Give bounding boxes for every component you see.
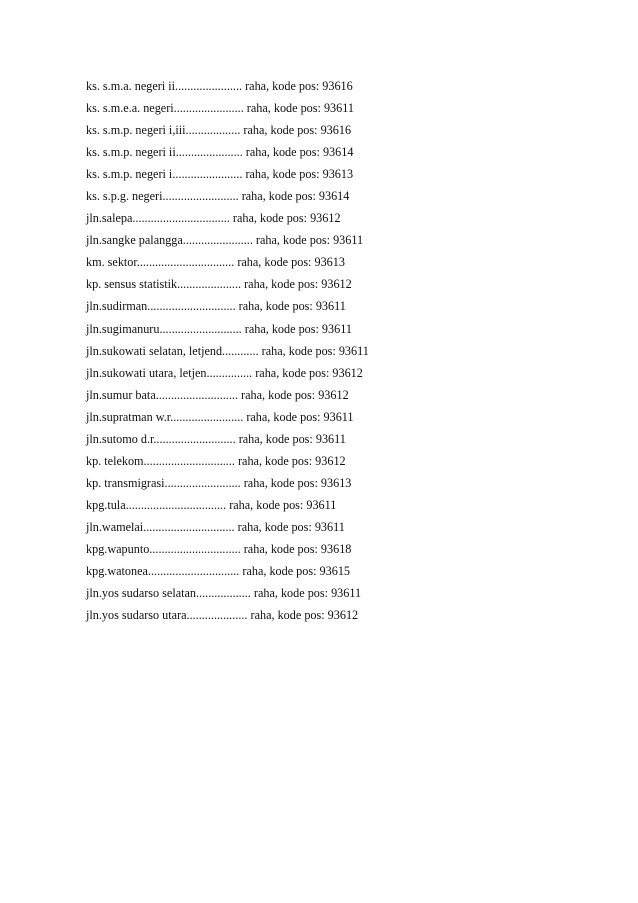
address-line: jln.sudirman............................. raha, kode pos: 93611 <box>86 299 346 314</box>
address-line: jln.wamelai.............................. raha, kode pos: 93611 <box>86 519 345 534</box>
address-line: ks. s.m.e.a. negeri....................... raha, kode pos: 93611 <box>86 101 354 116</box>
address-line: ks. s.p.g. negeri......................... raha, kode pos: 93614 <box>86 189 350 204</box>
address-line: jln.sukowati selatan, letjend............ raha, kode pos: 93611 <box>86 343 369 358</box>
address-line: kpg.tula................................. raha, kode pos: 93611 <box>86 497 337 512</box>
address-line: jln.sukowati utara, letjen............... raha, kode pos: 93612 <box>86 365 363 380</box>
address-line: kpg.watonea.............................. raha, kode pos: 93615 <box>86 564 351 579</box>
address-line: ks. s.m.p. negeri ii...................... raha, kode pos: 93614 <box>86 145 354 160</box>
address-line: jln.sangke palangga....................... raha, kode pos: 93611 <box>86 233 364 248</box>
address-line: jln.sutomo d.r........................... raha, kode pos: 93611 <box>86 431 346 446</box>
address-line: km. sektor................................ raha, kode pos: 93613 <box>86 255 345 270</box>
address-line: ks. s.m.p. negeri i....................... raha, kode pos: 93613 <box>86 167 354 182</box>
address-line: jln.salepa................................ raha, kode pos: 93612 <box>86 211 341 226</box>
address-line: jln.supratman w.r........................ raha, kode pos: 93611 <box>86 409 354 424</box>
address-line: jln.yos sudarso selatan.................. raha, kode pos: 93611 <box>86 586 362 601</box>
address-list <box>86 75 369 626</box>
address-line: kp. sensus statistik..................... raha, kode pos: 93612 <box>86 277 352 292</box>
address-line: kp. transmigrasi......................... raha, kode pos: 93613 <box>86 475 352 490</box>
address-line: ks. s.m.p. negeri i,iii.................. raha, kode pos: 93616 <box>86 123 352 138</box>
address-line: jln.yos sudarso utara.................... raha, kode pos: 93612 <box>86 608 359 623</box>
address-line: jln.sugimanuru........................... raha, kode pos: 93611 <box>86 321 352 336</box>
address-line: kpg.wapunto.............................. raha, kode pos: 93618 <box>86 541 352 556</box>
address-line: jln.sumur bata........................... raha, kode pos: 93612 <box>86 387 349 402</box>
address-line: kp. telekom.............................. raha, kode pos: 93612 <box>86 453 346 468</box>
address-line: ks. s.m.a. negeri ii...................... raha, kode pos: 93616 <box>86 79 353 93</box>
